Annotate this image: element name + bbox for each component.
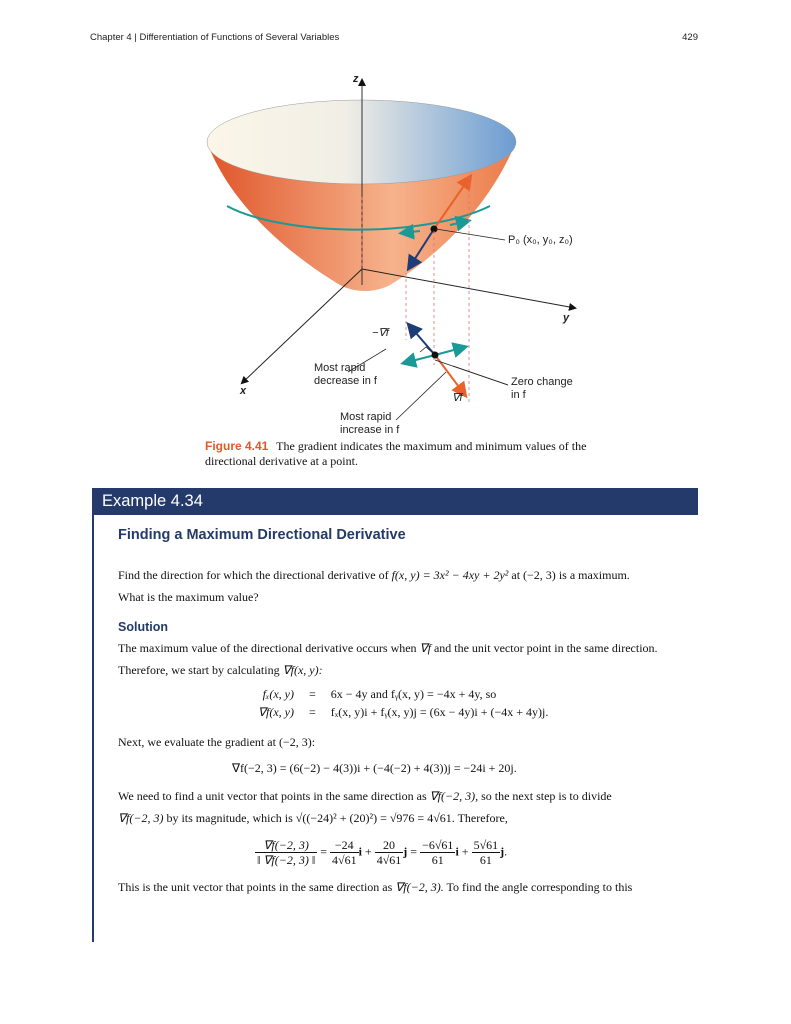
chapter-title: Chapter 4 | Differentiation of Functions of Several Variables [90,32,340,43]
page-number: 429 [682,32,698,43]
point-p0-label: P₀ (x₀, y₀, z₀) [508,234,573,246]
example-left-border [92,515,94,942]
zero-change-label: Zero change in f [511,376,573,401]
gradient-label: ∇f [452,392,463,404]
increase-label: Most rapid increase in f [340,411,400,436]
equation-unit-vector: $\frac{\nabla f(-2, 3)}{‖ \nabla f(-2, 3) ‖}$ = $\frac{-24}{4√61}$ i + $\frac{20}{4√61}$ j = $\frac{-6√61}{61}$ i + $\frac{5√61}{61}$ j. [257,838,508,867]
example-header: Example 4.34 [92,488,698,515]
x-axis-label: x [240,385,247,397]
y-axis-label: y [563,312,570,324]
magnitude-expression: √((−24)² + (20)²) = √976 = 4√61. [295,811,455,825]
equation-partials: fₓ(x, y) = 6x − 4y and fᵧ(x, y) = −4x + 4y, so [262,687,497,701]
function-expression: f(x, y) = 3x² − 4xy + 2y² [391,568,509,582]
equation-gradient: ∇f(x, y) = fₓ(x, y)i + fᵧ(x, y)j = (6x − 4y)i + (−4x + 4y)j. [257,705,549,719]
evaluate-intro: Next, we evaluate the gradient at (−2, 3): [118,735,316,749]
figure-number: Figure 4.41 [205,439,269,453]
solution-paragraph-1: The maximum value of the directional derivative occurs when ∇f and the unit vector point in the same direction. Therefore, we start by calculating ∇f(x, y): [118,641,658,677]
problem-statement: Find the direction for which the directional derivative of f(x, y) = 3x² − 4xy + 2y² at (−2, 3) is a maximum. What is the maximum value? [118,568,630,604]
example-title: Finding a Maximum Directional Derivative [118,527,406,543]
caption-text: The gradient indicates the maximum and minimum values of the directional derivative at a point. [205,439,587,468]
z-axis-label: z [353,73,359,85]
unit-vector-paragraph: We need to find a unit vector that points in the same direction as ∇f(−2, 3), so the next step is to divide ∇f(−2, 3) by its magnitude, which is √((−24)² + (20)²) = √976 = 4√61. Therefore, [118,789,612,825]
final-paragraph: This is the unit vector that points in the same direction as ∇f(−2, 3). To find the angle corresponding to this [118,880,633,894]
equation-evaluated-gradient: ∇f(−2, 3) = (6(−2) − 4(3))i + (−4(−2) + 4(3))j = −24i + 20j. [232,761,517,775]
gradient-figure [190,65,610,440]
decrease-label: Most rapid decrease in f [314,362,377,387]
figure-caption [205,439,605,469]
neg-gradient-label: −∇f [372,327,389,339]
solution-heading: Solution [118,620,168,634]
running-head [90,32,698,46]
